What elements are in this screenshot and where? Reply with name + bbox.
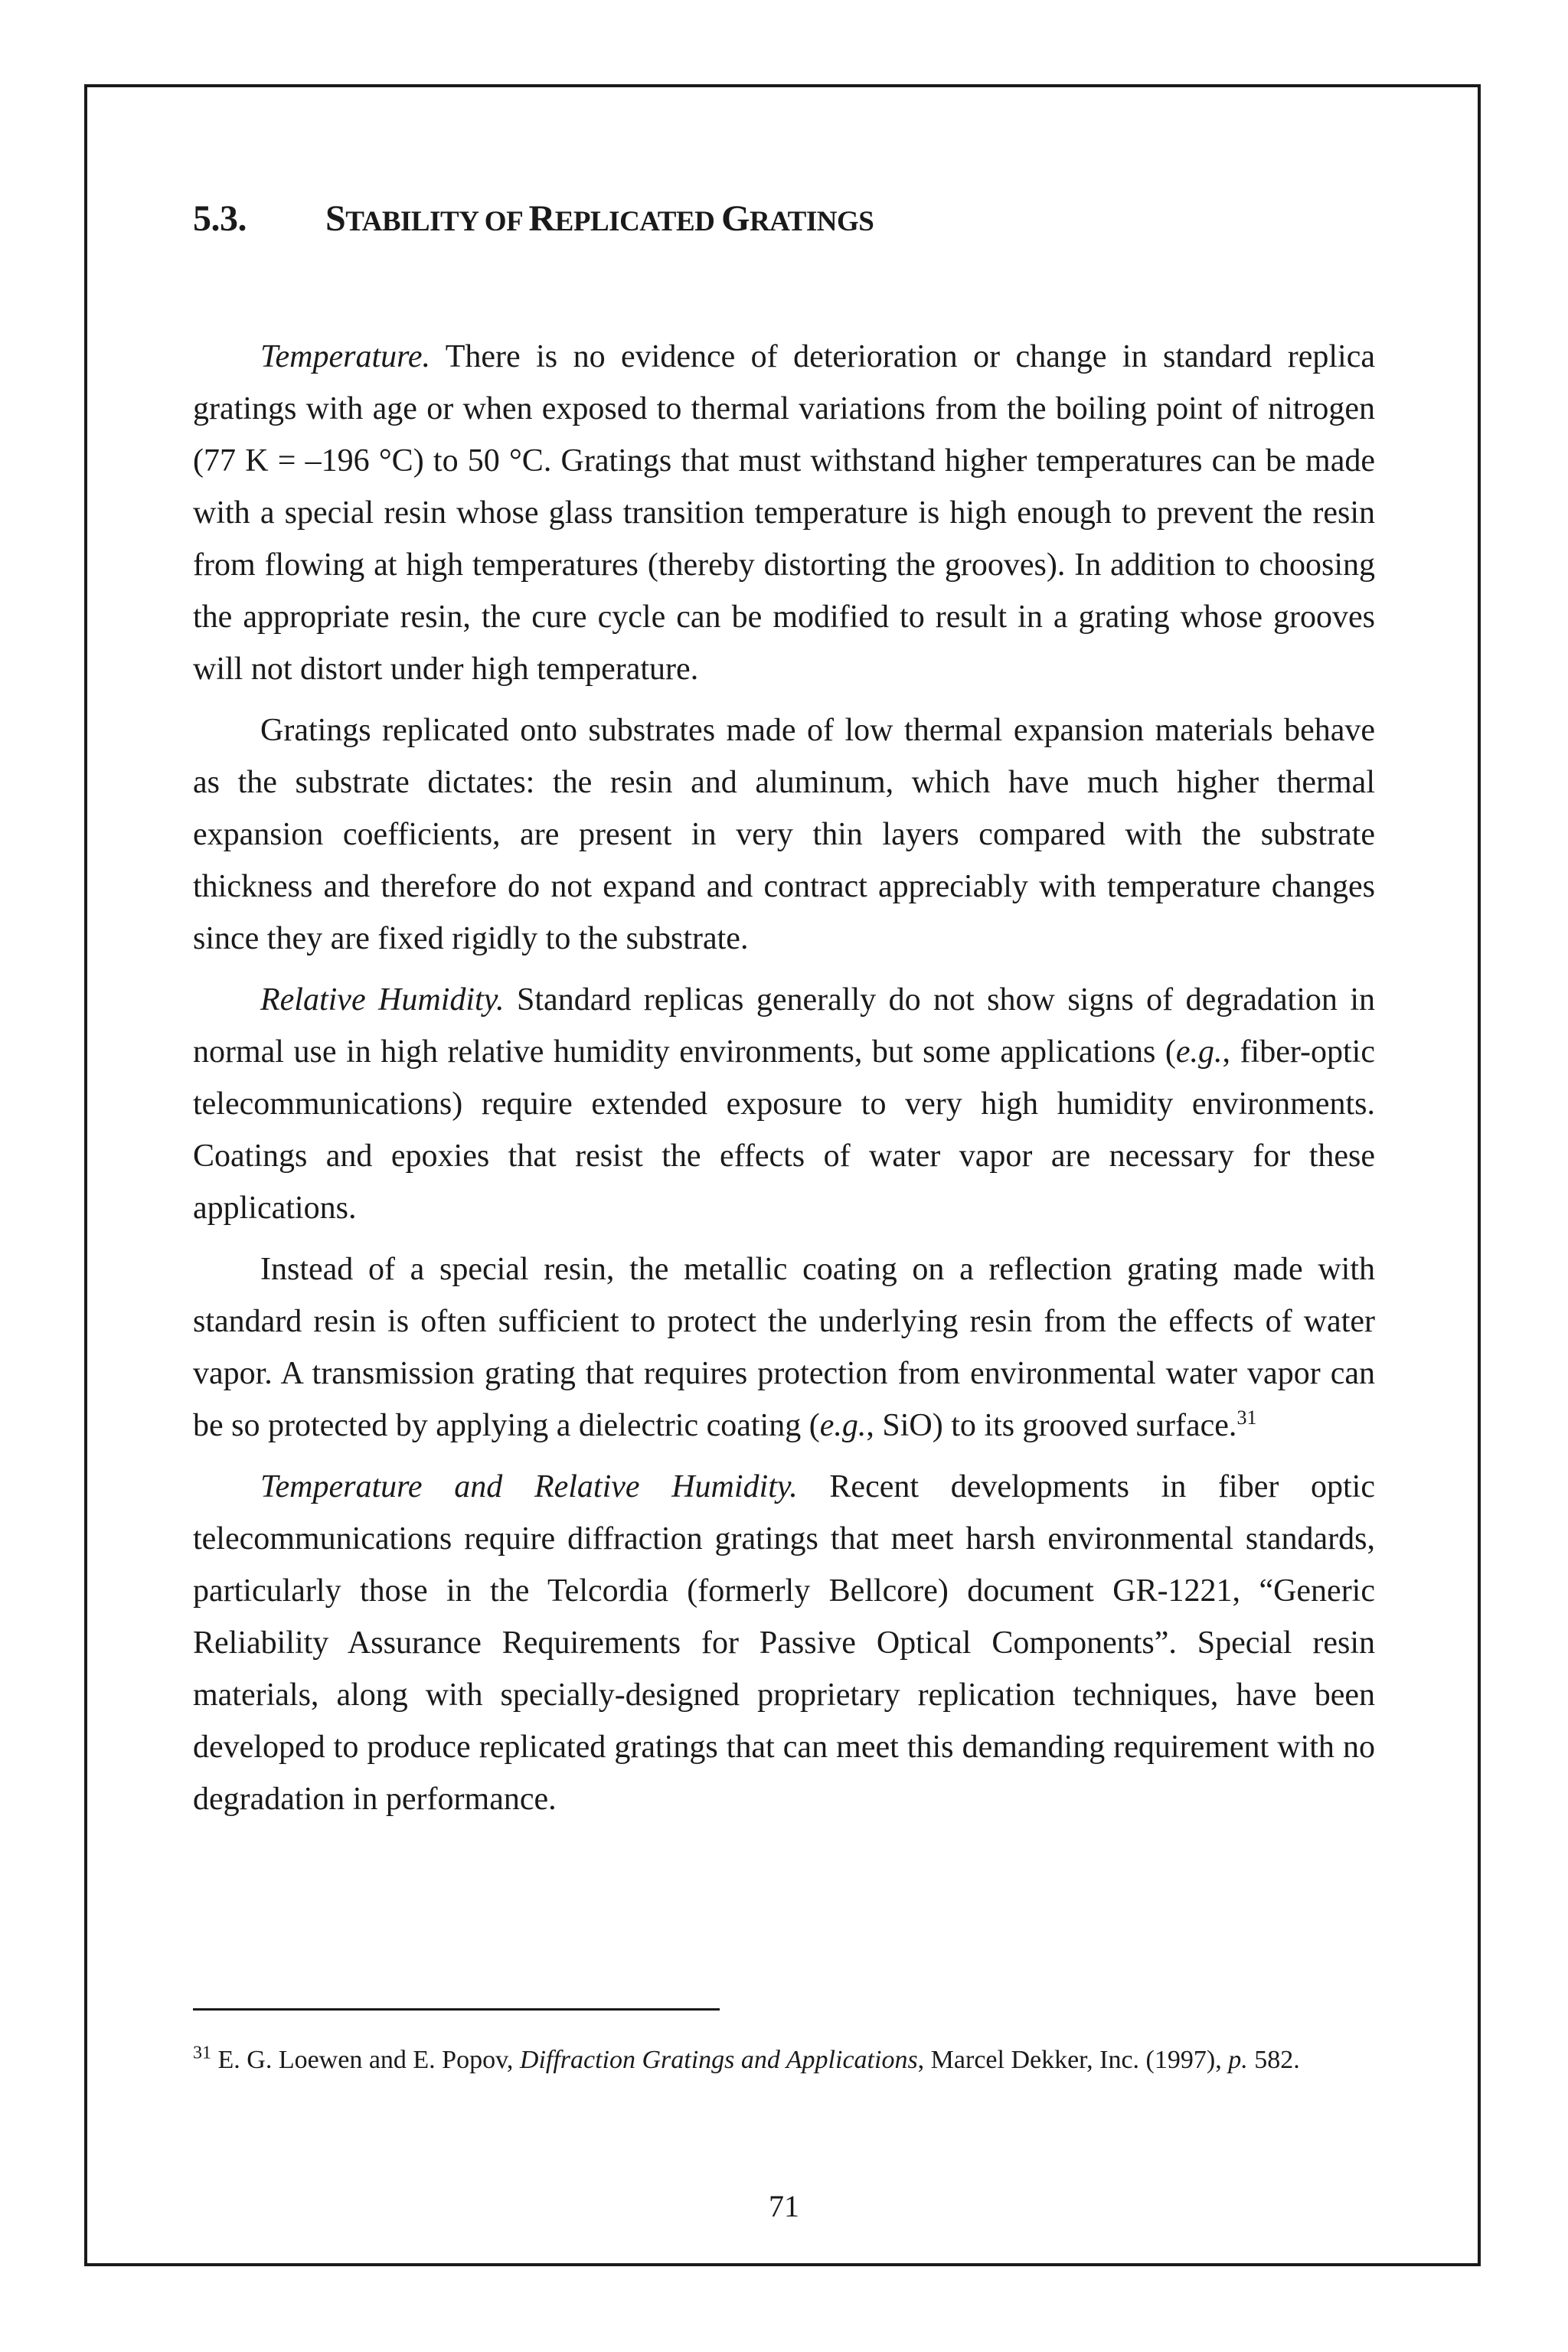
section-heading	[193, 198, 874, 240]
section-number: 5.3.	[193, 198, 247, 239]
paragraph-lead: Relative Humidity.	[260, 982, 505, 1018]
paragraph-thermal-expansion: Gratings replicated onto substrates made of low thermal expansion materials behave as the substrate dictates: the resin and aluminum, which have much higher thermal expansion coefficients, are present in very thin layers compared with the substrate thickness and therefore do not expand and contract appreciably with temperature changes since they are fixed rigidly to the substrate.	[193, 713, 1375, 956]
paragraph-relative-humidity: Relative Humidity. Standard replicas generally do not show signs of degradation in normal use in high relative humidity environments, but some applications (e.g., fiber-optic telecommunications) require extended exposure to very high humidity environments. Coatings and epoxies that resist the effects of water vapor are necessary for these applications.	[193, 982, 1375, 1226]
footnote-book-title: Diffraction Gratings and Applications	[519, 2046, 918, 2074]
footnote-reference[interactable]: 31	[1236, 1406, 1257, 1429]
paragraph-temperature: Temperature. There is no evidence of deterioration or change in standard replica gratings with age or when exposed to thermal variations from the boiling point of nitrogen (77 K = –196 °C) to 50 °C. Gratings that must withstand higher temperatures can be made with a special resin whose glass transition temperature is high enough to prevent the resin from flowing at high temperatures (thereby distorting the grooves). In addition to choosing the appropriate resin, the cure cycle can be modified to result in a grating whose grooves will not distort under high temperature.	[193, 339, 1375, 687]
footnote: $^{31}$ E. G. Loewen and E. Popov, Diffraction Gratings and Applications, Marcel Dekker, Inc. (1997), p. 582.	[193, 2043, 1300, 2074]
paragraph-metallic-coating: Instead of a special resin, the metallic coating on a reflection grating made with standard resin is often sufficient to protect the underlying resin from the effects of water vapor. A transmission grating that requires protection from environmental water vapor can be so protected by applying a dielectric coating (e.g., SiO) to its grooved surface.$^{31}$	[193, 1252, 1375, 1443]
paragraph-temperature-and-humidity: Temperature and Relative Humidity. Recent developments in fiber optic telecommunications require diffraction gratings that meet harsh environmental standards, particularly those in the Telcordia (formerly Bellcore) document GR-1221, “Generic Reliability Assurance Requirements for Passive Optical Components”. Special resin materials, along with specially-designed proprietary replication techniques, have been developed to produce replicated gratings that can meet this demanding requirement with no degradation in performance.	[193, 1469, 1375, 1817]
footnote-divider	[193, 2008, 720, 2011]
body-text	[193, 331, 1375, 1834]
paragraph-lead: Temperature and Relative Humidity.	[260, 1469, 798, 1504]
section-title: STABILITY OF REPLICATED GRATINGS	[325, 198, 874, 239]
footnote-marker: 31	[193, 2043, 211, 2063]
paragraph-lead: Temperature.	[260, 339, 431, 374]
page-number: 71	[769, 2189, 799, 2223]
